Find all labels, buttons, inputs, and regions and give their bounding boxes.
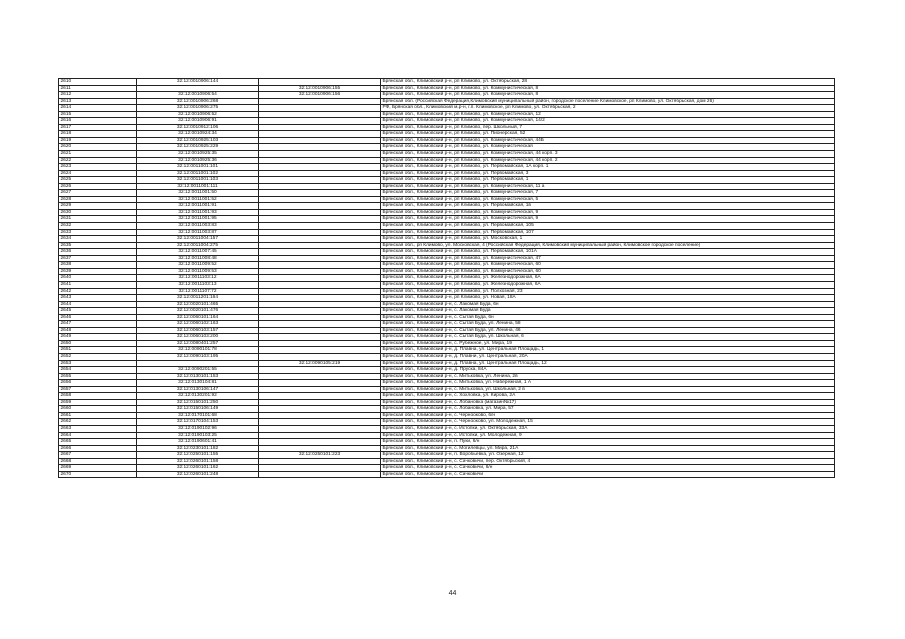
- cadastral-number-cell: 32:12:0230101:182: [137, 445, 259, 452]
- row-number-cell: 2625: [59, 177, 137, 184]
- address-cell: Брянская обл., Климовский р-н, рп Климово, ул. Первомайская, 101А: [381, 249, 835, 256]
- cadastral-number-cell: 32:12:0011004:157: [137, 236, 259, 243]
- cadastral-number-cell: 32:12:0150101:250: [137, 399, 259, 406]
- address-cell: Брянская обл., Климовский р-н, рп Климово, ул. Коммунистическая, 5: [381, 196, 835, 203]
- address-cell: Брянская обл., Климовский р-н, с. Митьковка, ул. Школьная, 2 в: [381, 386, 835, 393]
- address-cell: Брянская обл., Климовский р-н, рп Климово, ул. Коммунистическая, 12: [381, 111, 835, 118]
- cadastral-number-cell: 32:12:0010925:229: [137, 144, 259, 151]
- cadastral-number-cell: 32:12:0010906:144: [137, 79, 259, 86]
- cadastral-number-cell: 32:12:0011001:102: [137, 170, 259, 177]
- address-cell: Брянская обл., Климовский р-н, с. Хохловка, ул. Кирова, 2А: [381, 393, 835, 400]
- cadastral-number-cell: 32:12:0130106:147: [137, 386, 259, 393]
- building-cadastral-number-cell: 32:12:0010906:155: [259, 85, 381, 92]
- row-number-cell: 2665: [59, 439, 137, 446]
- row-number-cell: 2617: [59, 124, 137, 131]
- cadastral-number-cell: 32:12:0260101:162: [137, 465, 259, 472]
- row-number-cell: 2663: [59, 425, 137, 432]
- row-number-cell: 2612: [59, 92, 137, 99]
- address-cell: Брянская обл., Климовский р-н, с. Митьковка, ул. Набережная, 1 А: [381, 380, 835, 387]
- cadastral-number-cell: 32:12:0020101:465: [137, 301, 259, 308]
- cadastral-number-cell: 32:12:0130201:92: [137, 393, 259, 400]
- address-cell: Брянская обл., Климовский р-н, с. Истопки, ул. Октябрьская, 33А: [381, 425, 835, 432]
- address-cell: Брянская обл., Климовский р-н, рп Климово, ул. Коммунистическая, 44 корп. 2: [381, 157, 835, 164]
- address-cell: Брянская обл., Климовский р-н, рп Климово, ул. Коммунистическая, 47: [381, 255, 835, 262]
- cadastral-number-cell: 32:12:0011007:45: [137, 249, 259, 256]
- row-number-cell: 2639: [59, 268, 137, 275]
- cadastral-number-cell: 32:12:0090101:78: [137, 347, 259, 354]
- cadastral-number-cell: 32:12:0010925:35: [137, 151, 259, 158]
- cadastral-number-cell: 32:12:0090103:195: [137, 353, 259, 360]
- address-cell: Брянская обл., Климовский р-н, с. Лобановка (магазин№17): [381, 399, 835, 406]
- cadastral-number-cell: 32:12:0190601:41: [137, 439, 259, 446]
- address-cell: Брянская обл., Климовский р-н, с. Сачковичи, 6/н: [381, 465, 835, 472]
- row-number-cell: 2653: [59, 360, 137, 367]
- cadastral-number-cell: 32:12:0060103:200: [137, 334, 259, 341]
- cadastral-number-cell: 32:12:0020101:476: [137, 308, 259, 315]
- address-cell: Брянская обл., Климовский р-н, д. Пруска, 84А: [381, 367, 835, 374]
- row-number-cell: 2614: [59, 105, 137, 112]
- row-number-cell: 2646: [59, 314, 137, 321]
- cadastral-number-cell: 32:12:0011103:13: [137, 281, 259, 288]
- row-number-cell: 2637: [59, 255, 137, 262]
- cadastral-number-cell: 32:12:0010906:54: [137, 92, 259, 99]
- address-cell: РФ, Брянская обл., Климовский м.р-н, г.п. Климовское, рп Климово, ул. Октябрьская, 2: [381, 105, 835, 112]
- cadastral-number-cell: 32:12:0060103:157: [137, 327, 259, 334]
- cadastral-number-cell: 32:12:0011001:91: [137, 203, 259, 210]
- row-number-cell: 2630: [59, 209, 137, 216]
- cadastral-number-cell: 32:12:0011008:48: [137, 255, 259, 262]
- address-cell: Брянская обл., Климовский р-н, рп Климово, ул. Полхозная, 23: [381, 288, 835, 295]
- cadastral-number-cell: 32:12:0060102:163: [137, 321, 259, 328]
- cadastral-number-cell: 32:12:0011001:95: [137, 216, 259, 223]
- cadastral-number-cell: 32:12:0260101:158: [137, 458, 259, 465]
- address-cell: Брянская обл., Климовский р-н, п. Пуки, 6/н: [381, 439, 835, 446]
- table-body: [59, 79, 835, 478]
- address-cell: Брянская обл., Климовский р-н, с. Истопки, ул. Молодежная, 9: [381, 432, 835, 439]
- address-cell: Брянская обл., Климовский р-н, рп Климово, ул. Первомайская, 3: [381, 170, 835, 177]
- cadastral-number-cell: 32:12:0011001:93: [137, 209, 259, 216]
- building-cadastral-number-cell: 32:12:0090105:219: [259, 360, 381, 367]
- address-cell: Брянская обл., Климовский р-н, рп Климово, ул. Первомайская, 107: [381, 229, 835, 236]
- row-number-cell: 2649: [59, 334, 137, 341]
- address-cell: Брянская обл., Климовский р-н, с. Сытая Буда, ул. Ленина, 58: [381, 321, 835, 328]
- address-cell: Брянская обл., Климовский р-н, рп Климово, ул. Коммунистическая, 7: [381, 190, 835, 197]
- row-number-cell: 2641: [59, 281, 137, 288]
- cadastral-number-cell: 32:12:0011001:50: [137, 190, 259, 197]
- row-number-cell: 2661: [59, 412, 137, 419]
- row-number-cell: 2624: [59, 170, 137, 177]
- address-cell: Брянская обл., Климовский р-н, с. Сытая Буда, ул. Школьная, 6: [381, 334, 835, 341]
- row-number-cell: 2642: [59, 288, 137, 295]
- cadastral-number-cell: 32:12:0010924:34: [137, 131, 259, 138]
- row-number-cell: 2658: [59, 393, 137, 400]
- row-number-cell: 2651: [59, 347, 137, 354]
- row-number-cell: 2618: [59, 131, 137, 138]
- cadastral-number-cell: 32:12:0010906:268: [137, 98, 259, 105]
- row-number-cell: 2615: [59, 111, 137, 118]
- row-number-cell: 2662: [59, 419, 137, 426]
- address-cell: Брянская обл., Климовский р-н, рп Климово, ул. Коммунистическая, 8: [381, 85, 835, 92]
- row-number-cell: 2626: [59, 183, 137, 190]
- address-cell: Брянская обл., Климовский р-н, рп Климово, ул. Железнодорожная, 6А: [381, 281, 835, 288]
- cadastral-number-cell: 32:12:0190102:96: [137, 425, 259, 432]
- address-cell: Брянская обл., Климовский р-н, рп Климово, ул. Коммунистическая, 60: [381, 262, 835, 269]
- address-cell: Брянская обл., Климовский р-н, рп Климово, ул. Коммунистическая, 44 корп. 3: [381, 151, 835, 158]
- row-number-cell: 2622: [59, 157, 137, 164]
- cadastral-number-cell: 32:12:0011001:52: [137, 196, 259, 203]
- cadastral-number-cell: 32:12:0060101:164: [137, 314, 259, 321]
- row-number-cell: 2650: [59, 340, 137, 347]
- address-cell: Брянская обл., Климовский р-н, рп Климово, ул. Коммунистическая, 60: [381, 268, 835, 275]
- cadastral-number-cell: 32:12:0011001:111: [137, 183, 259, 190]
- address-cell: Брянская обл., Климовский р-н, с. Лакомая Буда, 6н: [381, 301, 835, 308]
- row-number-cell: 2616: [59, 118, 137, 125]
- cadastral-number-cell: 32:12:0130101:153: [137, 373, 259, 380]
- row-number-cell: 2668: [59, 458, 137, 465]
- cadastral-number-cell: 32:12:0190103:25: [137, 432, 259, 439]
- row-number-cell: 2628: [59, 196, 137, 203]
- address-cell: Брянская обл., Климовский р-н, с. Сытая Буда, 6н: [381, 314, 835, 321]
- address-cell: Брянская обл., Климовский р-н, рп Климово, ул. Московская, 1: [381, 236, 835, 243]
- row-number-cell: 2640: [59, 275, 137, 282]
- row-number-cell: 2664: [59, 432, 137, 439]
- cadastral-number-cell: 32:12:0011201:164: [137, 295, 259, 302]
- address-cell: Брянская обл., Климовский р-н, д. Плавни, ул. Центральная, 20А: [381, 353, 835, 360]
- cadastral-number-cell: 32:12:0011004:275: [137, 242, 259, 249]
- cadastral-number-cell: 32:12:0170104:153: [137, 419, 259, 426]
- cadastral-number-cell: 32:12:0010925:36: [137, 157, 259, 164]
- address-cell: Брянская обл., Климовский р-н, рп Климово, ул. Первомайская, 1в: [381, 203, 835, 210]
- address-cell: Брянская обл., Климовский р-н, с. Митьковка, ул. Ленина, 2в: [381, 373, 835, 380]
- address-cell: Брянская обл., Климовский р-н, рп Климово, пер. Школьный, 7: [381, 124, 835, 131]
- address-cell: Брянская обл., Климовский р-н, рп Климово, ул. Новая, 18А: [381, 295, 835, 302]
- row-number-cell: 2611: [59, 85, 137, 92]
- cadastral-number-cell: 32:12:0011009:52: [137, 262, 259, 269]
- cadastral-number-cell: 32:12:0011001:103: [137, 177, 259, 184]
- cadastral-number-cell: 32:12:0250101:155: [137, 452, 259, 459]
- building-cadastral-number-cell: 32:12:0010906:156: [259, 92, 381, 99]
- cadastral-number-cell: 32:12:0011107:72: [137, 288, 259, 295]
- address-cell: Брянская обл., Климовский р-н, рп Климово, ул. Коммунистическая, 14/2: [381, 118, 835, 125]
- address-cell: Брянская обл., Климовский р-н, рп Климово, ул. Коммунистическая, 8: [381, 92, 835, 99]
- cadastral-number-cell: 32:12:0150106:149: [137, 406, 259, 413]
- address-cell: Брянская обл., Климовский р-н, с. Сытая Буда, ул. Ленина, 46: [381, 327, 835, 334]
- row-number-cell: 2667: [59, 452, 137, 459]
- cadastral-number-cell: 32:12:0260101:248: [137, 471, 259, 478]
- cadastral-number-cell: 32:12:0090201:55: [137, 367, 259, 374]
- row-number-cell: 2670: [59, 471, 137, 478]
- row-number-cell: 2635: [59, 242, 137, 249]
- row-number-cell: 2632: [59, 223, 137, 230]
- cadastral-number-cell: 32:12:0010912:106: [137, 124, 259, 131]
- cadastral-number-cell: 32:12:0011003:87: [137, 229, 259, 236]
- row-number-cell: 2623: [59, 164, 137, 171]
- row-number-cell: 2643: [59, 295, 137, 302]
- address-cell: Брянская обл., Климовский р-н, с. Могилевцы, ул. Мира, 21А: [381, 445, 835, 452]
- building-cadastral-number-cell: 32:12:0250101:223: [259, 452, 381, 459]
- row-number-cell: 2636: [59, 249, 137, 256]
- cadastral-number-cell: 32:12:0011009:53: [137, 268, 259, 275]
- row-number-cell: 2654: [59, 367, 137, 374]
- row-number-cell: 2631: [59, 216, 137, 223]
- address-cell: Брянская обл., Климовский р-н, д. Плавна, ул. Центральная Площадь, 12: [381, 360, 835, 367]
- row-number-cell: 2669: [59, 465, 137, 472]
- address-cell: Брянская обл., Климовский р-н, рп Климово, ул. Коммунистическая, 9: [381, 216, 835, 223]
- address-cell: Брянская обл., Климовский р-н, п. Воробьевка, ул. Озерная, 12: [381, 452, 835, 459]
- row-number-cell: 2610: [59, 79, 137, 86]
- row-number-cell: 2638: [59, 262, 137, 269]
- cadastral-number-cell: 32:12:0011001:101: [137, 164, 259, 171]
- cadastral-number-cell: 32:12:0010906:52: [137, 111, 259, 118]
- row-number-cell: 2666: [59, 445, 137, 452]
- row-number-cell: 2655: [59, 373, 137, 380]
- address-cell: Брянская обл., Климовский р-н, с. Лакомая Буда: [381, 308, 835, 315]
- cadastral-number-cell: 32:12:0011003:83: [137, 223, 259, 230]
- address-cell: Брянская обл., Климовский р-н, с. Лобановка, ул. Мира, 57: [381, 406, 835, 413]
- row-number-cell: 2644: [59, 301, 137, 308]
- address-cell: Брянская обл., Климовский р-н, рп Климово, ул. Железнодорожная, 6А: [381, 275, 835, 282]
- address-cell: Брянская обл., Климовский р-н, рп Климово, ул. Первомайская, 1А корп. 1: [381, 164, 835, 171]
- cadastral-number-cell: 32:12:0170101:68: [137, 412, 259, 419]
- row-number-cell: 2627: [59, 190, 137, 197]
- address-cell: Брянская обл., Климовский р-н, рп Климово, ул. Коммунистическая, 44Б: [381, 137, 835, 144]
- property-register-table: [58, 78, 835, 478]
- row-number-cell: 2652: [59, 353, 137, 360]
- row-number-cell: 2633: [59, 229, 137, 236]
- address-cell: Брянская обл., Климовский р-н, с. Рубежное, ул. Мира, 19: [381, 340, 835, 347]
- row-number-cell: 2620: [59, 144, 137, 151]
- row-number-cell: 2648: [59, 327, 137, 334]
- address-cell: Брянская обл., Климовский р-н, д. Плавна, ул. Центральная Площадь, 1: [381, 347, 835, 354]
- building-cadastral-number-cell: [259, 471, 381, 478]
- address-cell: Брянская обл., Климовский р-н, рп Климово, ул. Коммунистическая, 9: [381, 209, 835, 216]
- cadastral-number-cell: 32:12:0011103:12: [137, 275, 259, 282]
- cadastral-number-cell: 32:12:0010925:103: [137, 137, 259, 144]
- address-cell: Брянская обл., рп Климово, ул. Московская, 4 (Российская Федерация, Климовский муниципальный район, Климовское городское поселение): [381, 242, 835, 249]
- page-number: 44: [448, 590, 457, 597]
- address-cell: Брянская обл., Климовский р-н, рп Климово, ул. Первомайская, 1: [381, 177, 835, 184]
- row-number-cell: 2613: [59, 98, 137, 105]
- address-cell: Брянская обл., Климовский р-н, рп Климово, ул. Первомайская, 105: [381, 223, 835, 230]
- address-cell: Брянская обл., Климовский р-н, с. Чернооково, 6/н: [381, 412, 835, 419]
- row-number-cell: 2621: [59, 151, 137, 158]
- address-cell: Брянская обл., Климовский р-н, рп Климово, ул. Октябрьская, 28: [381, 79, 835, 86]
- row-number-cell: 2619: [59, 137, 137, 144]
- row-number-cell: 2645: [59, 308, 137, 315]
- address-cell: Брянская обл., Климовский р-н, с. Чернооково, ул. Молодежная, 15: [381, 419, 835, 426]
- address-cell: Брянская обл., Климовский р-н, с. Сачковичи: [381, 471, 835, 478]
- address-cell: Брянская обл., Климовский р-н, с. Сачковичи, пер. Октябрьский, 4: [381, 458, 835, 465]
- address-cell: Брянская обл., Климовский р-н, рп Климово, ул. Коммунистическая: [381, 144, 835, 151]
- cadastral-number-cell: 32:12:0010906:275: [137, 105, 259, 112]
- cadastral-number-cell: 32:12:0130104:81: [137, 380, 259, 387]
- address-cell: Брянская обл., Климовский р-н, рп Климово, ул. Коммунистическая, 11 а: [381, 183, 835, 190]
- cadastral-number-cell: 32:12:0080401:257: [137, 340, 259, 347]
- cadastral-number-cell: 32:12:0010906:91: [137, 118, 259, 125]
- row-number-cell: 2659: [59, 399, 137, 406]
- row-number-cell: 2657: [59, 386, 137, 393]
- row-number-cell: 2647: [59, 321, 137, 328]
- row-number-cell: 2629: [59, 203, 137, 210]
- row-number-cell: 2660: [59, 406, 137, 413]
- row-number-cell: 2634: [59, 236, 137, 243]
- address-cell: Брянская обл. (Российская Федерация,Климовский муниципальный район, городское поселение Климовское, рп Климово, ул. Октябрьская, дом 26): [381, 98, 835, 105]
- table-row: [59, 471, 835, 478]
- address-cell: Брянская обл., Климовский р-н, рп Климово, ул. Пионерская, 52: [381, 131, 835, 138]
- row-number-cell: 2656: [59, 380, 137, 387]
